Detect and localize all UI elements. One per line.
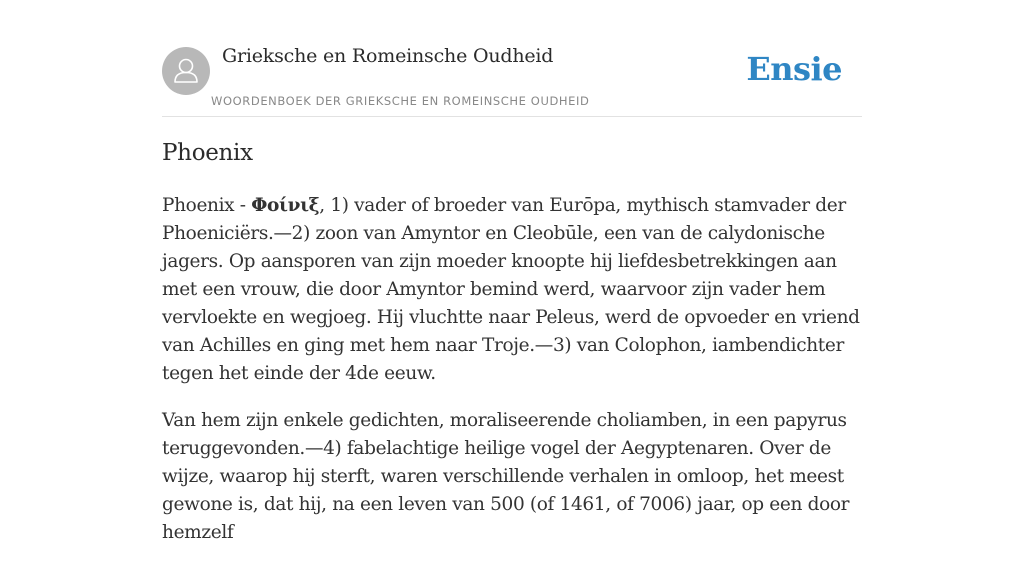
brand-logo-link[interactable]: Ensie xyxy=(746,50,842,88)
user-icon xyxy=(162,47,210,95)
site-header xyxy=(162,0,862,117)
article-paragraph-text: , 1) vader of broeder van Eurōpa, mythisch stamvader der Phoeniciërs.—2) zoon van Amyntor en Cleobūle, een van de calydonische jagers. Op aansporen van zijn moeder knoopte hij liefdesbetrekkingen aan met een vrouw, die door Amyntor bemind werd, waarvoor zijn vader hem vervloekte en wegjoeg. Hij vluchtte naar Peleus, werd de opvoeder en vriend van Achilles en ging met hem naar Troje.—3) van Colophon, iambendichter tegen het einde der 4de eeuw. xyxy=(162,195,860,384)
article-body xyxy=(162,192,862,566)
article-lead-text: Phoenix - xyxy=(162,195,252,216)
site-name-link[interactable]: Grieksche en Romeinsche Oudheid xyxy=(222,45,554,67)
article-paragraph: Van hem zijn enkele gedichten, moraliseerende choliamben, in een papyrus teruggevonden.—4) fabelachtige heilige vogel der Aegyptenaren. Over de wijze, waarop hij sterft, waren verschillende verhalen in omloop, het meest gewone is, dat hij, na een leven van 500 (of 1461, of 7006) jaar, op een door hemzelf xyxy=(162,410,850,543)
avatar[interactable] xyxy=(162,47,210,95)
page-title: Phoenix xyxy=(162,140,253,166)
greek-term: Φοίνιξ xyxy=(251,195,320,216)
article-paragraph xyxy=(162,192,862,388)
site-subtitle: WOORDENBOEK DER GRIEKSCHE EN ROMEINSCHE OUDHEID xyxy=(211,94,590,108)
